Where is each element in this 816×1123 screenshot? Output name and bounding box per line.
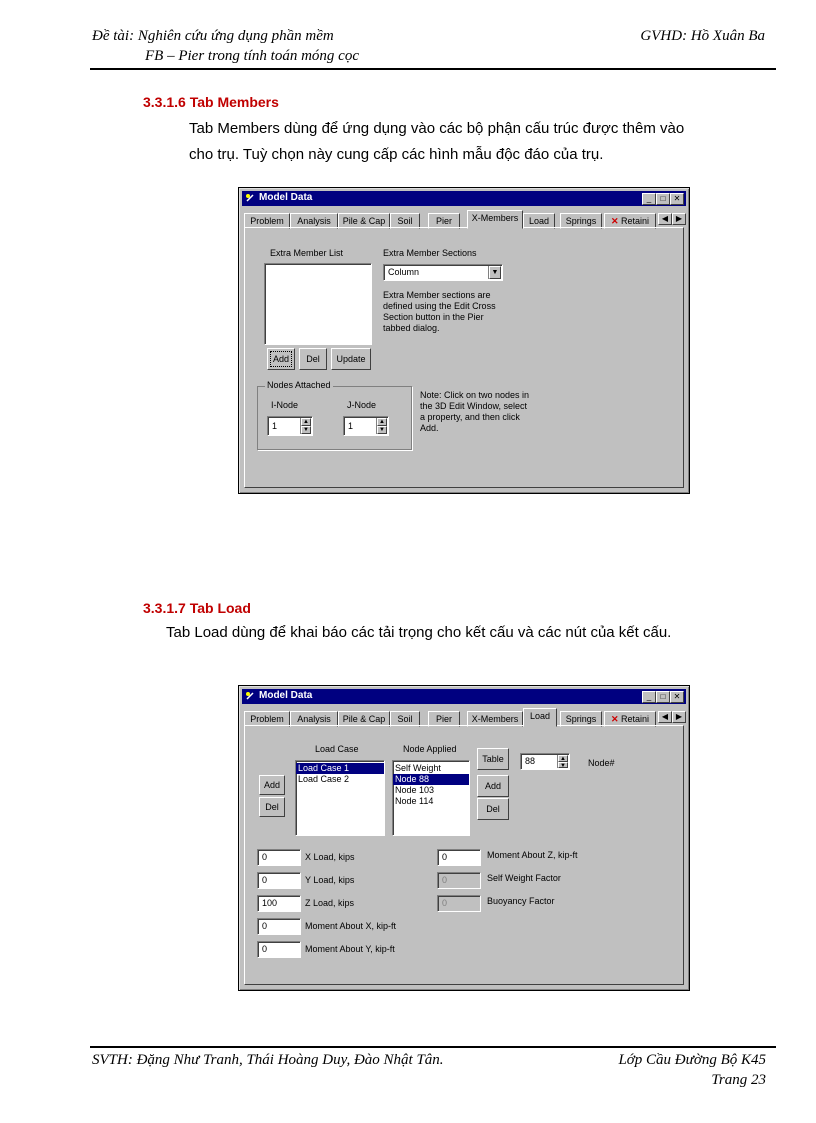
del-load-case-button[interactable]: Del (259, 797, 285, 817)
tab-pier[interactable]: Pier (428, 213, 460, 229)
load-case-label: Load Case (315, 744, 359, 754)
note-line2: the 3D Edit Window, select (420, 401, 528, 411)
maximize-button[interactable]: □ (656, 691, 670, 703)
sections-select-value: Column (388, 267, 420, 277)
tab-pile-cap[interactable]: Pile & Cap (338, 213, 390, 229)
list-item[interactable]: Node 114 (395, 796, 434, 806)
tab-scroll-left-icon[interactable]: ◀ (658, 213, 672, 225)
header-topic-line1: Đề tài: Nghiên cứu ứng dụng phần mềm (92, 28, 334, 44)
moment-x-field[interactable]: 0 (257, 918, 301, 935)
footer-rule (90, 1046, 776, 1048)
tab-springs[interactable]: Springs (560, 213, 602, 229)
tab-soil[interactable]: Soil (390, 213, 420, 229)
close-button[interactable]: ✕ (670, 691, 684, 703)
app-icon (245, 193, 255, 203)
node-number-spinner[interactable] (557, 755, 568, 768)
tab-scroll-right-icon[interactable]: ▶ (672, 711, 686, 723)
tab-load[interactable]: Load (523, 708, 557, 727)
tab-analysis[interactable]: Analysis (290, 711, 338, 727)
section-heading-load: 3.3.1.7 Tab Load (143, 600, 251, 616)
moment-z-field[interactable]: 0 (437, 849, 481, 866)
chevron-down-icon[interactable]: ▼ (488, 266, 501, 279)
add-load-case-button[interactable]: Add (259, 775, 285, 795)
note-line3: a property, and then click (420, 412, 520, 422)
sections-info-line1: Extra Member sections are (383, 290, 491, 300)
add-node-button[interactable]: Add (477, 775, 509, 797)
tab-scroll-right-icon[interactable]: ▶ (672, 213, 686, 225)
inode-field[interactable] (267, 416, 313, 436)
header-topic-line2: FB – Pier trong tính toán móng cọc (145, 48, 359, 64)
list-item[interactable]: Load Case 1 (296, 763, 384, 774)
tab-pile-cap[interactable]: Pile & Cap (338, 711, 390, 727)
section1-line2: cho trụ. Tuỳ chọn này cung cấp các hình mẫu độc đáo của trụ. (189, 146, 604, 163)
node-number-label: Node# (588, 758, 615, 768)
z-load-label: Z Load, kips (305, 898, 355, 908)
sections-info-line3: Section button in the Pier (383, 312, 484, 322)
tab-scroll-left-icon[interactable]: ◀ (658, 711, 672, 723)
load-panel (244, 725, 684, 985)
title-bar (242, 191, 686, 206)
list-item[interactable]: Load Case 2 (298, 774, 350, 784)
sections-select[interactable] (383, 264, 503, 281)
x-members-panel (244, 227, 684, 488)
jnode-field[interactable] (343, 416, 389, 436)
minimize-button[interactable]: _ (642, 691, 656, 703)
moment-y-field[interactable]: 0 (257, 941, 301, 958)
minimize-button[interactable]: _ (642, 193, 656, 205)
moment-z-label: Moment About Z, kip-ft (487, 850, 578, 860)
spin-up-icon[interactable]: ▲ (301, 418, 311, 426)
tab-strip (244, 210, 684, 228)
buoyancy-factor-label: Buoyancy Factor (487, 896, 555, 906)
disabled-x-icon: ✕ (610, 714, 619, 724)
self-weight-factor-label: Self Weight Factor (487, 873, 561, 883)
moment-x-label: Moment About X, kip-ft (305, 921, 397, 931)
tab-x-members[interactable]: X-Members (467, 210, 523, 229)
maximize-button[interactable]: □ (656, 193, 670, 205)
tab-retaining-label: Retaini (621, 216, 650, 226)
tab-soil[interactable]: Soil (390, 711, 420, 727)
self-weight-factor-field[interactable]: 0 (437, 872, 481, 889)
nodes-attached-label: Nodes Attached (267, 380, 331, 390)
jnode-spinner[interactable] (376, 418, 387, 434)
section-heading-members: 3.3.1.6 Tab Members (143, 94, 279, 110)
list-item[interactable]: Node 88 (393, 774, 469, 785)
tab-retaining-label: Retaini (621, 714, 650, 724)
sections-info-line4: tabbed dialog. (383, 323, 440, 333)
tab-x-members[interactable]: X-Members (467, 711, 523, 727)
tab-problem[interactable]: Problem (244, 711, 290, 727)
buoyancy-factor-field[interactable]: 0 (437, 895, 481, 912)
sections-info-line2: defined using the Edit Cross (383, 301, 496, 311)
title-bar (242, 689, 686, 704)
extra-member-list[interactable] (264, 263, 372, 345)
tab-problem[interactable]: Problem (244, 213, 290, 229)
header-rule (90, 68, 776, 70)
tab-load[interactable]: Load (523, 213, 555, 229)
model-data-dialog-load (238, 685, 690, 991)
tab-analysis[interactable]: Analysis (290, 213, 338, 229)
note-line1: Note: Click on two nodes in (420, 390, 530, 400)
moment-y-label: Moment About Y, kip-ft (305, 944, 395, 954)
inode-value: 1 (272, 421, 278, 431)
load-case-list[interactable] (295, 760, 385, 836)
tab-springs[interactable]: Springs (560, 711, 602, 727)
close-button[interactable]: ✕ (670, 193, 684, 205)
model-data-dialog-members (238, 187, 690, 494)
inode-spinner[interactable] (300, 418, 311, 434)
footer-page: Trang 23 (711, 1072, 766, 1088)
footer-students: SVTH: Đặng Như Tranh, Thái Hoàng Duy, Đào Nhật Tân. (92, 1052, 444, 1068)
z-load-field[interactable]: 100 (257, 895, 301, 912)
extra-member-sections-label: Extra Member Sections (383, 248, 477, 258)
table-button[interactable]: Table (477, 748, 509, 770)
spin-up-icon[interactable]: ▲ (377, 418, 387, 426)
app-icon (245, 691, 255, 701)
spin-down-icon[interactable]: ▼ (377, 426, 387, 434)
jnode-label: J-Node (347, 400, 377, 410)
sections-info (383, 290, 496, 334)
section1-line1: Tab Members dùng để ứng dụng vào các bộ phận cấu trúc được thêm vào (189, 120, 685, 137)
spin-down-icon[interactable]: ▼ (558, 762, 568, 769)
spin-up-icon[interactable]: ▲ (558, 755, 568, 762)
update-button[interactable]: Update (331, 348, 371, 370)
tab-strip (244, 708, 684, 726)
note-line4: Add. (420, 423, 439, 433)
extra-member-list-label: Extra Member List (270, 248, 344, 258)
node-applied-list[interactable] (392, 760, 470, 836)
x-load-field[interactable]: 0 (257, 849, 301, 866)
node-applied-label: Node Applied (403, 744, 457, 754)
tab-pier[interactable]: Pier (428, 711, 460, 727)
header-advisor: GVHD: Hồ Xuân Ba (640, 28, 765, 44)
list-item[interactable]: Node 103 (395, 785, 435, 795)
dialog-title: Model Data (259, 192, 313, 203)
list-item[interactable]: Self Weight (395, 763, 441, 773)
del-node-button[interactable]: Del (477, 798, 509, 820)
y-load-field[interactable]: 0 (257, 872, 301, 889)
footer-class: Lớp Cầu Đường Bộ K45 (618, 1052, 766, 1068)
dialog-title: Model Data (259, 690, 313, 701)
nodes-note (420, 390, 529, 434)
spin-down-icon[interactable]: ▼ (301, 426, 311, 434)
x-load-label: X Load, kips (305, 852, 355, 862)
del-button[interactable]: Del (299, 348, 327, 370)
node-number-field[interactable] (520, 753, 570, 770)
y-load-label: Y Load, kips (305, 875, 355, 885)
inode-label: I-Node (271, 400, 299, 410)
jnode-value: 1 (348, 421, 354, 431)
node-number-value: 88 (525, 756, 536, 766)
disabled-x-icon: ✕ (610, 216, 619, 226)
add-button[interactable]: Add (267, 348, 295, 370)
section2-line1: Tab Load dùng để khai báo các tải trọng cho kết cấu và các nút của kết cấu. (166, 624, 672, 641)
